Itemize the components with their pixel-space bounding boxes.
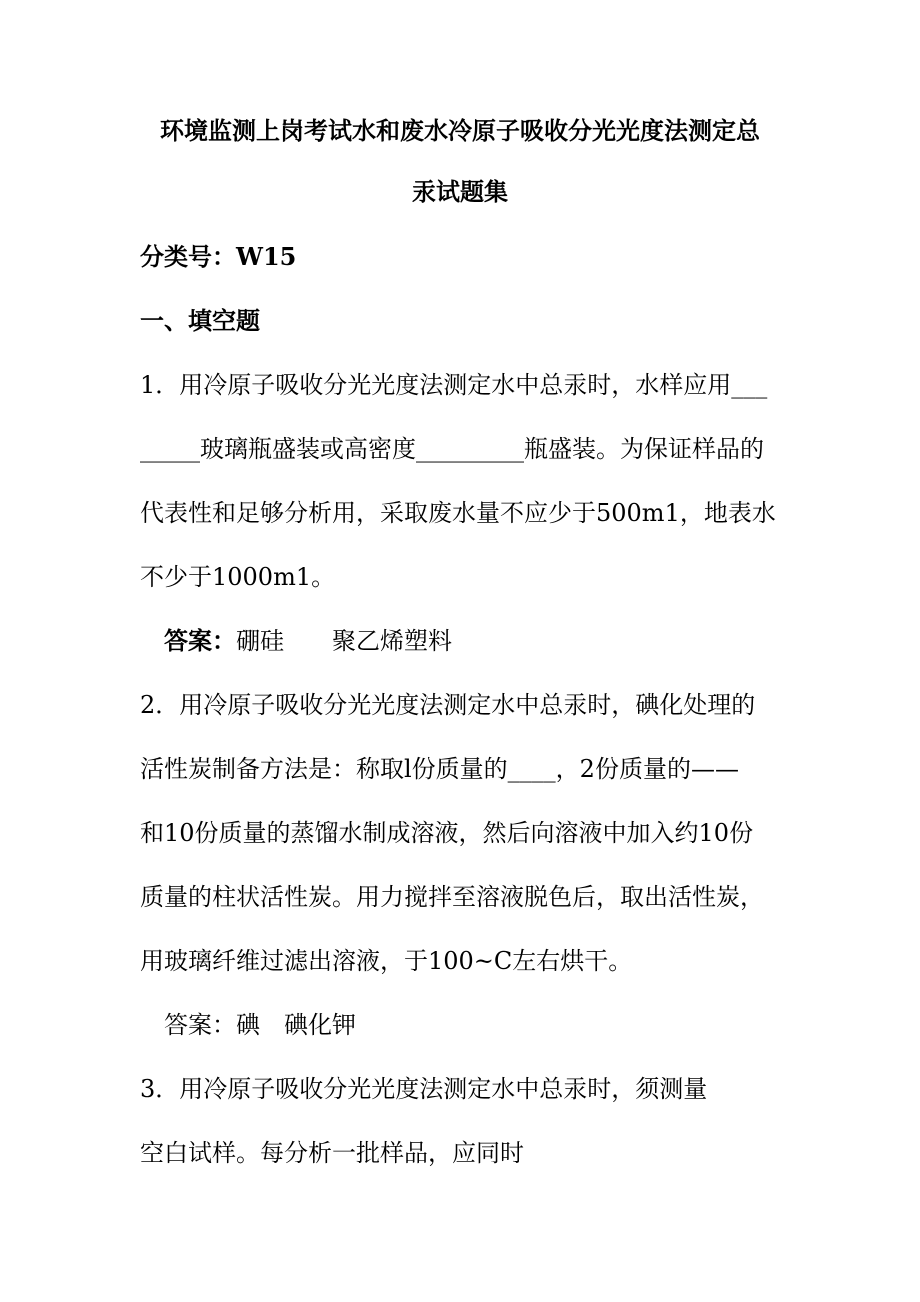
question-2-line-2: 活性炭制备方法是：称取l份质量的____，2份质量的——: [140, 755, 739, 783]
answer-label: 答案：: [164, 1011, 236, 1039]
question-1-line-2: _____玻璃瓶盛装或高密度_________瓶盛装。为保证样品的: [140, 435, 764, 463]
question-1-line-3: 代表性和足够分析用，采取废水量不应少于500m1，地表水: [140, 499, 776, 527]
answer-text: 碘 碘化钾: [236, 1011, 356, 1039]
question-1-line-1: 1．用冷原子吸收分光光度法测定水中总汞时，水样应用___: [140, 371, 768, 399]
answer-label: 答案：: [164, 626, 236, 655]
document-title-line-1: 环境监测上岗考试水和废水冷原子吸收分光光度法测定总: [160, 116, 760, 145]
question-2-line-4: 质量的柱状活性炭。用力搅拌至溶液脱色后，取出活性炭，: [140, 883, 764, 911]
question-2-line-3: 和10份质量的蒸馏水制成溶液，然后向溶液中加入约10份: [140, 819, 754, 847]
question-2-line-5: 用玻璃纤维过滤出溶液，于100~C左右烘干。: [140, 947, 633, 975]
question-1-answer: [164, 625, 452, 657]
document-title-line-2: 汞试题集: [412, 177, 508, 206]
question-1-line-4: 不少于1000m1。: [140, 563, 336, 591]
section-heading: 一、填空题: [140, 306, 260, 335]
question-2-line-1: 2．用冷原子吸收分光光度法测定水中总汞时，碘化处理的: [140, 691, 756, 719]
question-3-line-1: 3．用冷原子吸收分光光度法测定水中总汞时，须测量: [140, 1075, 708, 1103]
classification-number: 分类号：W15: [140, 242, 297, 271]
question-2-answer: [164, 1009, 356, 1041]
answer-text: 硼硅 聚乙烯塑料: [236, 627, 452, 655]
question-3-line-2: 空白试样。每分析一批样品，应同时: [140, 1139, 524, 1167]
